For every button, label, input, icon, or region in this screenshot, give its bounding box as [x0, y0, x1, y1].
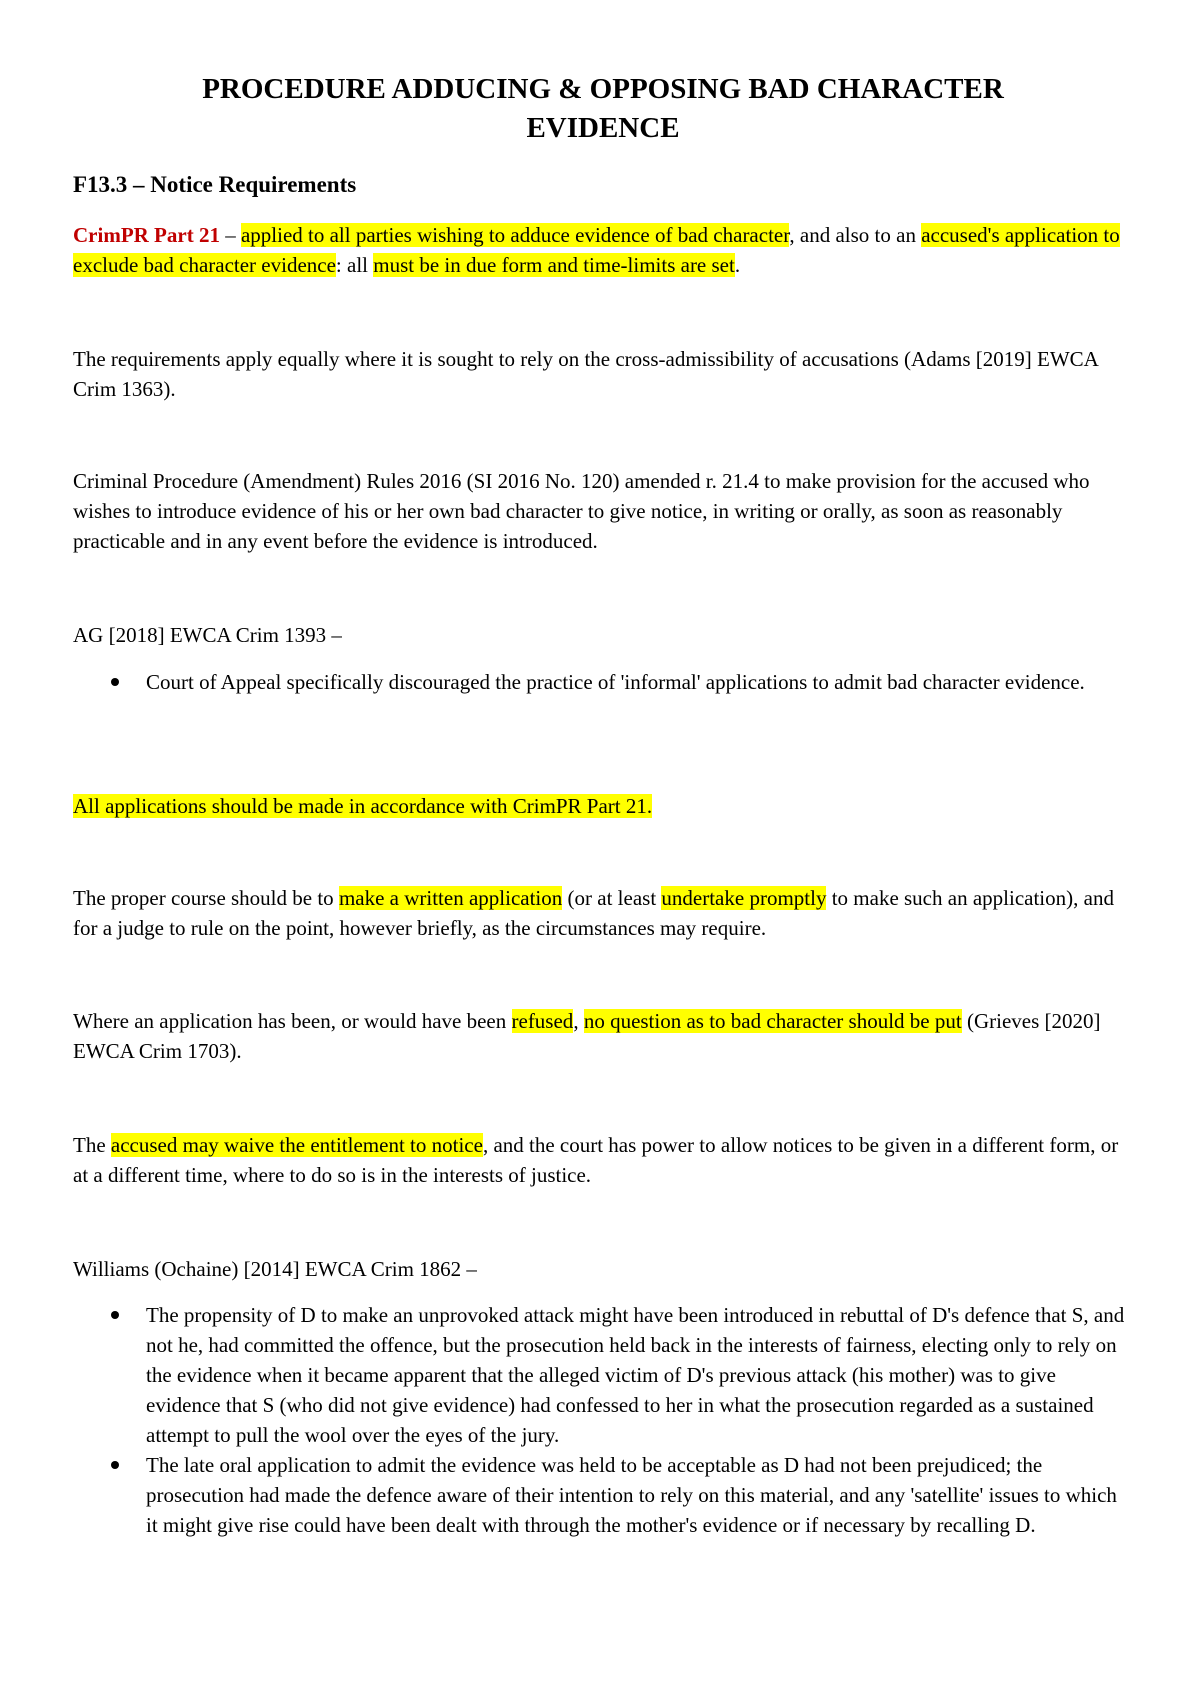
highlight-span: accused's application to exclude bad character evidence: [73, 223, 1120, 277]
list-item: The propensity of D to make an unprovoked attack might have been introduced in rebuttal of D's defence that S, and not he, had committed the offence, but the prosecution held back in the interests of fairness, electing only to rely on the evidence when it became apparent that the alleged victim of D's previous attack (his mother) was to give evidence that S (who did not give evidence) had confessed to her in what the prosecution regarded as a sustained attempt to pull the wool over the eyes of the jury.: [73, 1300, 1133, 1450]
crimpr-label: CrimPR Part 21: [73, 223, 220, 247]
text-span: (Grieves [2020] EWCA Crim 1703).: [73, 1009, 1101, 1063]
text-span: –: [219, 223, 241, 247]
title-line-2: EVIDENCE: [526, 112, 680, 144]
text-span: The proper course should be to: [73, 886, 339, 910]
title-line-1: PROCEDURE ADDUCING & OPPOSING BAD CHARACTER: [202, 73, 1004, 105]
highlight-span: refused: [511, 1009, 574, 1033]
list-item: Court of Appeal specifically discouraged the practice of 'informal' applications to admit bad character evidence.: [73, 667, 1133, 697]
text-span: The: [73, 1133, 111, 1157]
paragraph-amendment-rules: Criminal Procedure (Amendment) Rules 2016 (SI 2016 No. 120) amended r. 21.4 to make provision for the accused who wishes to introduce evidence of his or her own bad character to give notice, in writing or orally, as soon as reasonably practicable and in any event before the evidence is introduced.: [73, 469, 1090, 553]
case-heading-ag: AG [2018] EWCA Crim 1393 –: [73, 623, 342, 647]
case-heading-williams: Williams (Ochaine) [2014] EWCA Crim 1862 –: [73, 1257, 477, 1281]
paragraph-all-applications: [73, 791, 1133, 821]
highlight-span: make a written application: [338, 886, 563, 910]
highlight-span: undertake promptly: [661, 886, 827, 910]
paragraph-waive-notice: [73, 1130, 1133, 1190]
text-span: : all: [335, 253, 374, 277]
highlight-span: All applications should be made in accordance with CrimPR Part 21.: [73, 794, 653, 818]
case-williams-bullets: [73, 1300, 1133, 1540]
highlight-span: accused may waive the entitlement to notice: [110, 1133, 483, 1157]
text-span: ,: [573, 1009, 584, 1033]
section-heading: F13.3 – Notice Requirements: [73, 172, 357, 197]
paragraph-requirements: The requirements apply equally where it is sought to rely on the cross-admissibility of accusations (Adams [2019] EWCA Crim 1363).: [73, 347, 1098, 401]
text-span: to make such an application), and for a judge to rule on the point, however briefly, as the circumstances may require.: [73, 886, 1114, 940]
text-span: , and the court has power to allow notices to be given in a different form, or at a different time, where to do so is in the interests of justice.: [73, 1133, 1119, 1187]
highlight-span: must be in due form and time-limits are set: [373, 253, 735, 277]
paragraph-crimpr: [73, 220, 1133, 280]
paragraph-refused: [73, 1006, 1133, 1066]
text-span: Where an application has been, or would have been: [73, 1009, 512, 1033]
case-ag-bullets: [73, 667, 1133, 697]
text-span: .: [734, 253, 741, 277]
text-span: , and also to an: [789, 223, 922, 247]
page-title: [73, 70, 1133, 148]
highlight-span: no question as to bad character should be put: [583, 1009, 962, 1033]
text-span: (or at least: [562, 886, 662, 910]
highlight-span: applied to all parties wishing to adduce evidence of bad character: [240, 223, 790, 247]
paragraph-proper-course: [73, 883, 1133, 943]
list-item: The late oral application to admit the evidence was held to be acceptable as D had not been prejudiced; the prosecution had made the defence aware of their intention to rely on this material, and any 'satellite' issues to which it might give rise could have been dealt with through the mother's evidence or if necessary by recalling D.: [73, 1450, 1133, 1540]
